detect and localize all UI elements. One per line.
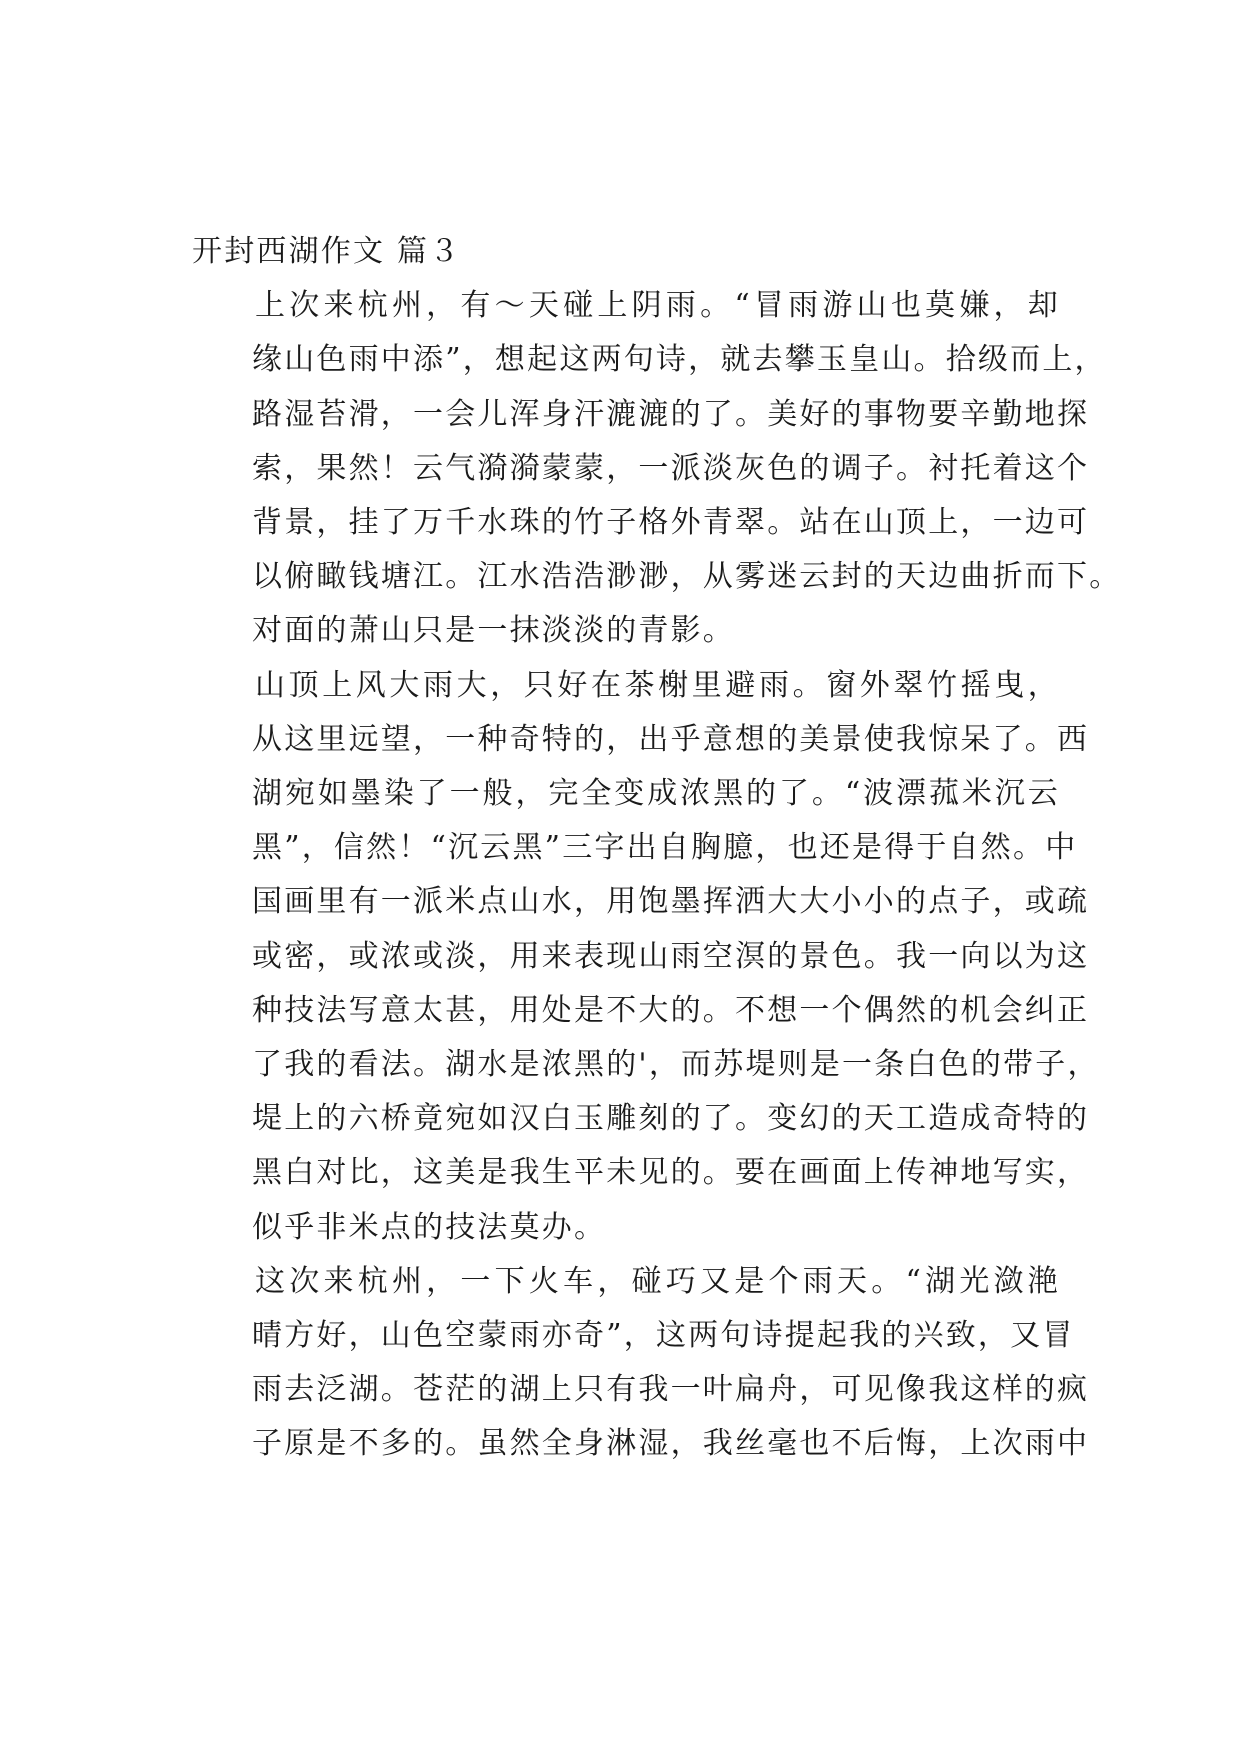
paragraph-line: 这次来杭州，一下火车，碰巧又是个雨天。“湖光潋滟 xyxy=(255,1263,1060,1299)
paragraph-line: 堤上的六桥竟宛如汉白玉雕刻的了。变幻的天工造成奇特的 xyxy=(252,1101,1090,1137)
paragraph-line: 上次来杭州，有～天碰上阴雨。“冒雨游山也莫嫌，却 xyxy=(255,288,1060,324)
paragraph-line: 缘山色雨中添”，想起这两句诗，就去攀玉皇山。拾级而上， xyxy=(252,342,1107,378)
document-body xyxy=(192,225,1122,1472)
paragraph-line: 黑”，信然！“沉云黑”三字出自胸臆，也还是得于自然。中 xyxy=(252,830,1078,866)
paragraph-line: 了我的看法。湖水是浓黑的'，而苏堤则是一条白色的带子， xyxy=(252,1047,1100,1083)
paragraph-line: 雨去泛湖。苍茫的湖上只有我一叶扁舟，可见像我这样的疯 xyxy=(252,1372,1090,1408)
paragraph-3 xyxy=(192,1255,1090,1472)
paragraph-1 xyxy=(192,279,1122,658)
paragraph-line: 种技法写意太甚，用处是不大的。不想一个偶然的机会纠正 xyxy=(252,992,1090,1028)
paragraph-line: 以俯瞰钱塘江。江水浩浩渺渺，从雾迷云封的天边曲折而下。 xyxy=(252,559,1122,595)
paragraph-line: 对面的萧山只是一抹淡淡的青影。 xyxy=(252,613,735,649)
paragraph-line: 或密，或浓或淡，用来表现山雨空溟的景色。我一向以为这 xyxy=(252,938,1090,974)
paragraph-line: 背景，挂了万千水珠的竹子格外青翠。站在山顶上，一边可 xyxy=(252,505,1090,541)
paragraph-line: 索，果然！云气漪漪蒙蒙，一派淡灰色的调子。衬托着这个 xyxy=(252,450,1090,486)
paragraph-line: 黑白对比，这美是我生平未见的。要在画面上传神地写实， xyxy=(252,1155,1090,1191)
document-title: 开封西湖作文 篇３ xyxy=(192,234,462,269)
paragraph-line: 路湿苔滑，一会儿浑身汗漉漉的了。美好的事物要辛勤地探 xyxy=(252,396,1090,432)
paragraph-line: 山顶上风大雨大，只好在茶榭里避雨。窗外翠竹摇曳， xyxy=(255,667,1060,703)
paragraph-line: 晴方好，山色空蒙雨亦奇”，这两句诗提起我的兴致，又冒 xyxy=(252,1318,1075,1354)
paragraph-line: 子原是不多的。虽然全身淋湿，我丝毫也不后悔，上次雨中 xyxy=(252,1426,1090,1462)
paragraph-line: 湖宛如墨染了一般，完全变成浓黑的了。“波漂菰米沉云 xyxy=(252,776,1060,812)
paragraph-2 xyxy=(192,659,1100,1255)
paragraph-line: 从这里远望，一种奇特的，出乎意想的美景使我惊呆了。西 xyxy=(252,721,1090,757)
paragraph-line: 似乎非米点的技法莫办。 xyxy=(252,1209,607,1245)
paragraph-line: 国画里有一派米点山水，用饱墨挥洒大大小小的点子，或疏 xyxy=(252,884,1090,920)
